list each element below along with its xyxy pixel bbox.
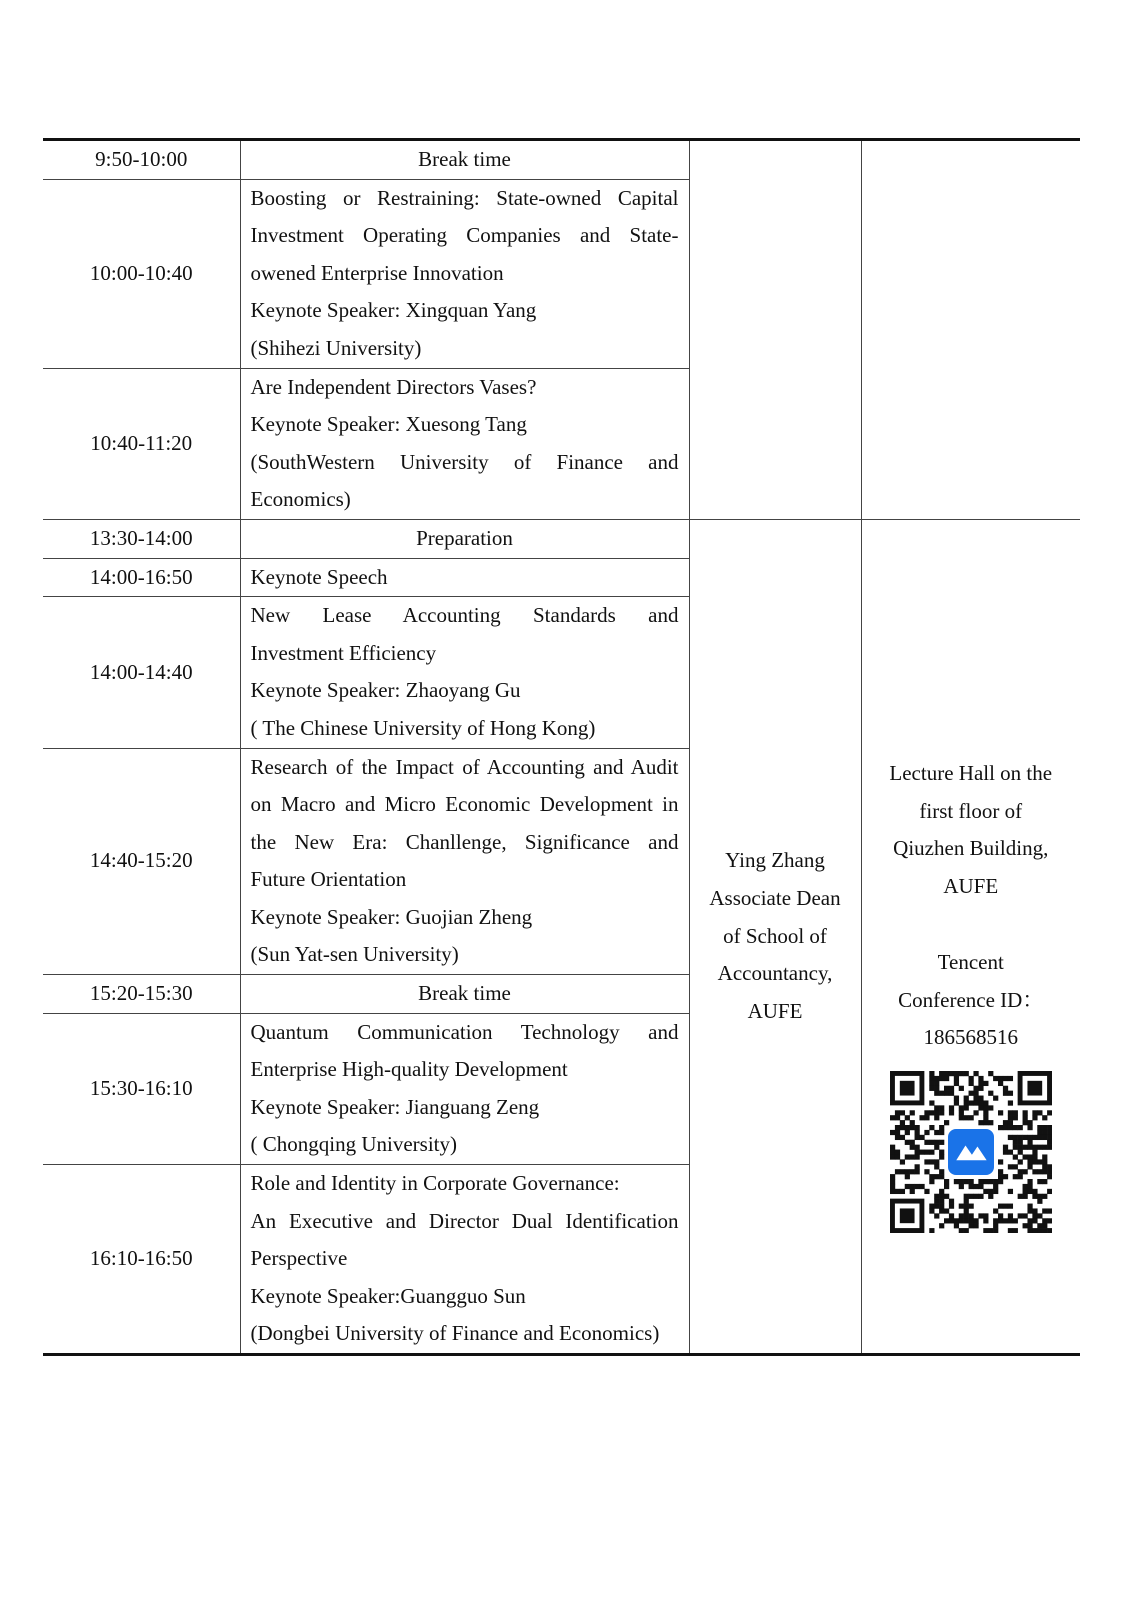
time-cell: 15:30-16:10: [43, 1013, 240, 1164]
qr-code-icon: [890, 1071, 1052, 1233]
affiliation-line: (Shihezi University): [250, 335, 422, 360]
chair-line: Accountancy,: [717, 961, 833, 986]
session-content: [240, 1165, 689, 1355]
time-cell: 10:00-10:40: [43, 179, 240, 368]
content-line: Future Orientation: [250, 867, 407, 892]
time-cell: 10:40-11:20: [43, 368, 240, 519]
affiliation-line: (SouthWestern University of Finance and: [250, 449, 679, 474]
afternoon-venue-cell: [861, 519, 1080, 1354]
affiliation-line: Economics): [250, 487, 351, 512]
content-line: Role and Identity in Corporate Governance:: [250, 1171, 620, 1196]
session-content: [240, 179, 689, 368]
table-row: [43, 519, 1080, 558]
time-cell: 15:20-15:30: [43, 975, 240, 1014]
morning-venue-cell: [861, 140, 1080, 520]
time-cell: 9:50-10:00: [43, 140, 240, 180]
time-cell: 14:00-14:40: [43, 597, 240, 748]
affiliation-line: ( The Chinese University of Hong Kong): [250, 715, 596, 740]
content-line: on Macro and Micro Economic Development in: [250, 792, 679, 817]
morning-chair-cell: [689, 140, 861, 520]
afternoon-chair-cell: [689, 519, 861, 1354]
speaker-line: Keynote Speaker: Jianguang Zeng: [250, 1094, 540, 1119]
session-title: Break time: [240, 975, 689, 1014]
content-line: Investment Efficiency: [250, 640, 437, 665]
content-line: Quantum Communication Technology and: [250, 1019, 679, 1044]
venue-line: AUFE: [943, 874, 999, 899]
time-cell: 14:00-16:50: [43, 558, 240, 597]
meeting-app-line: Tencent: [937, 949, 1004, 974]
time-cell: 16:10-16:50: [43, 1165, 240, 1355]
venue-line: Qiuzhen Building,: [893, 836, 1049, 861]
time-cell: 14:40-15:20: [43, 748, 240, 975]
content-line: Boosting or Restraining: State-owned Capital: [250, 185, 679, 210]
session-title: Break time: [240, 140, 689, 180]
speaker-line: Keynote Speaker: Zhaoyang Gu: [250, 678, 521, 703]
chair-line: of School of: [723, 923, 827, 948]
content-line: Are Independent Directors Vases?: [250, 374, 537, 399]
session-content: Keynote Speech: [240, 558, 689, 597]
venue-line: first floor of: [919, 798, 1023, 823]
session-content: [240, 597, 689, 748]
speaker-line: Keynote Speaker:Guangguo Sun: [250, 1283, 526, 1308]
chair-line: Associate Dean: [709, 885, 841, 910]
schedule-table: [43, 138, 1080, 1356]
content-line: An Executive and Director Dual Identification: [250, 1208, 679, 1233]
content-line: owened Enterprise Innovation: [250, 260, 504, 285]
meeting-id-value: 186568516: [923, 1025, 1018, 1050]
table-row: [43, 140, 1080, 180]
affiliation-line: (Sun Yat-sen University): [250, 942, 459, 967]
content-line: New Lease Accounting Standards and: [250, 603, 679, 628]
session-content: [240, 1013, 689, 1164]
chair-line: AUFE: [747, 999, 803, 1024]
session-content: [240, 748, 689, 975]
time-cell: 13:30-14:00: [43, 519, 240, 558]
content-line: Research of the Impact of Accounting and Audit: [250, 754, 679, 779]
venue-line: Lecture Hall on the: [889, 760, 1053, 785]
affiliation-line: ( Chongqing University): [250, 1132, 457, 1157]
session-title: Preparation: [240, 519, 689, 558]
content-line: Investment Operating Companies and State-: [250, 223, 679, 248]
content-line: Enterprise High-quality Development: [250, 1057, 568, 1082]
affiliation-line: (Dongbei University of Finance and Economics): [250, 1321, 660, 1346]
content-line: the New Era: Chanllenge, Significance and: [250, 829, 679, 854]
tencent-meeting-logo-icon: [948, 1129, 994, 1175]
meeting-id-label: Conference ID：: [898, 987, 1044, 1012]
speaker-line: Keynote Speaker: Xuesong Tang: [250, 412, 527, 437]
chair-line: Ying Zhang: [725, 847, 825, 872]
speaker-line: Keynote Speaker: Guojian Zheng: [250, 904, 533, 929]
session-content: [240, 368, 689, 519]
content-line: Perspective: [250, 1246, 348, 1271]
speaker-line: Keynote Speaker: Xingquan Yang: [250, 298, 537, 323]
